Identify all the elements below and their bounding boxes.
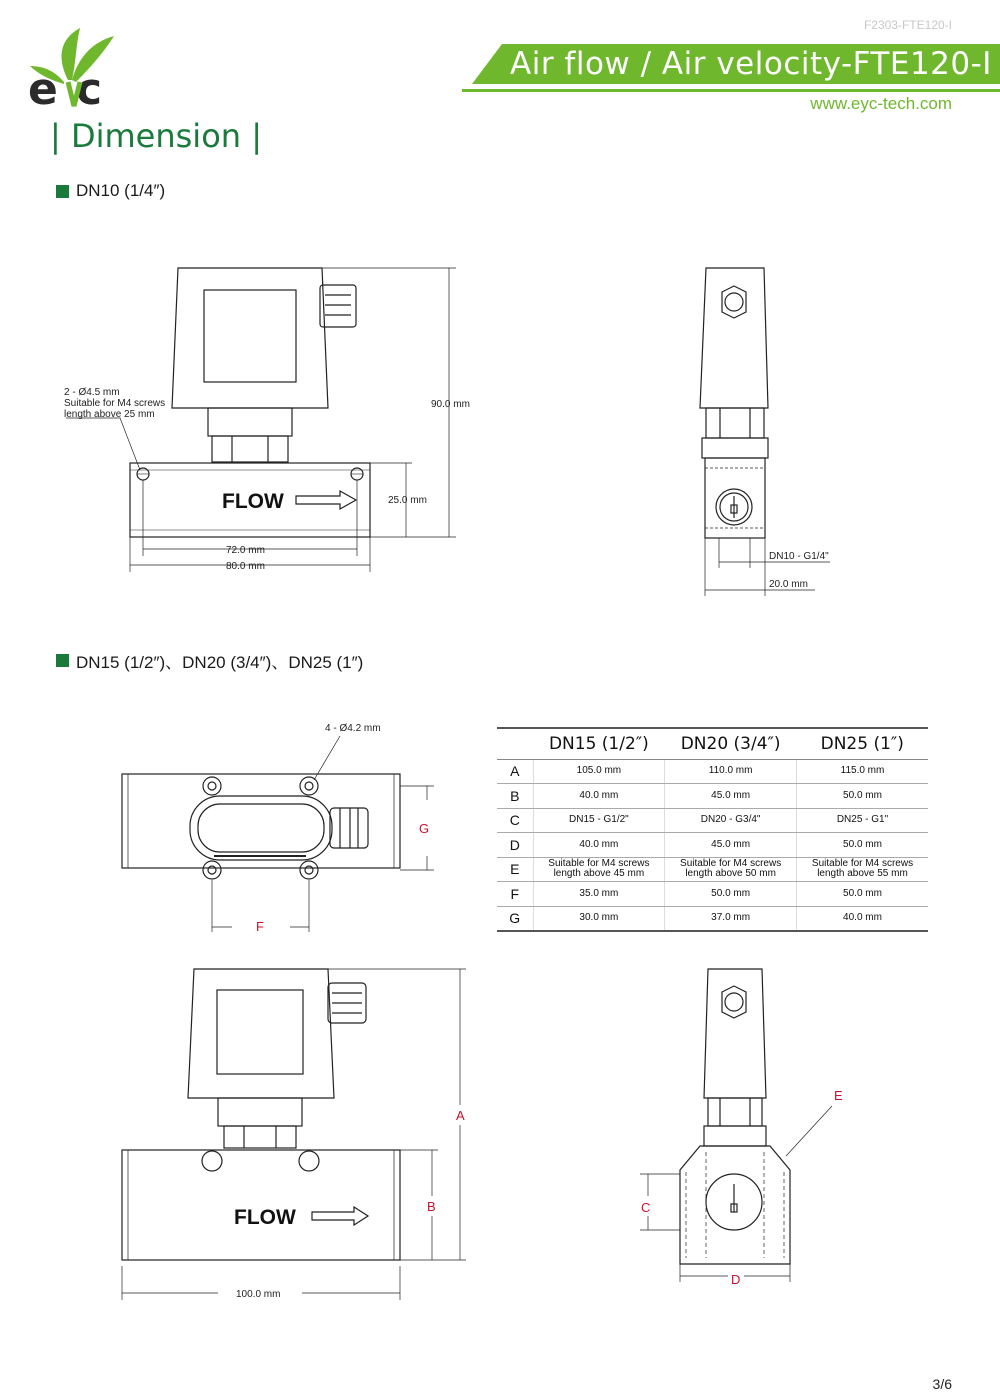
section-title: | Dimension | bbox=[50, 117, 262, 155]
website-link[interactable]: www.eyc-tech.com bbox=[810, 94, 952, 113]
table-cell: Suitable for M4 screws length above 55 mm bbox=[797, 857, 929, 882]
table-cell: 50.0 mm bbox=[665, 882, 797, 907]
table-cell: DN20 - G3/4" bbox=[665, 808, 797, 833]
dn10-body-length: 80.0 mm bbox=[226, 561, 265, 572]
table-cell: 40.0 mm bbox=[533, 833, 665, 858]
table-cell: DN15 - G1/2" bbox=[533, 808, 665, 833]
dn10-heading-text: DN10 (1/4″) bbox=[76, 181, 166, 200]
dn10-hole-note-2: Suitable for M4 screws bbox=[64, 398, 166, 409]
table-cell: DN25 - G1" bbox=[797, 808, 929, 833]
dn15-front-view bbox=[122, 969, 466, 1300]
table-cell: 105.0 mm bbox=[533, 759, 665, 784]
dim-label-f: F bbox=[256, 919, 264, 934]
table-cell: 37.0 mm bbox=[665, 906, 797, 931]
dimension-table bbox=[497, 727, 928, 932]
svg-text:c: c bbox=[76, 64, 103, 108]
table-cell: 115.0 mm bbox=[797, 759, 929, 784]
dn10-hole-spacing: 72.0 mm bbox=[226, 545, 265, 556]
dn10-body-height: 25.0 mm bbox=[388, 495, 427, 506]
dn15-hole-note: 4 - Ø4.2 mm bbox=[325, 723, 381, 734]
table-cell: 40.0 mm bbox=[533, 784, 665, 809]
svg-text:e: e bbox=[28, 64, 58, 108]
table-cell: Suitable for M4 screws length above 45 mm bbox=[533, 857, 665, 882]
table-row-label: C bbox=[497, 808, 533, 833]
table-cell: 50.0 mm bbox=[797, 882, 929, 907]
table-row bbox=[497, 857, 928, 882]
table-cell: 110.0 mm bbox=[665, 759, 797, 784]
table-corner bbox=[497, 728, 533, 759]
dn10-side-view bbox=[700, 268, 830, 596]
table-row-label: F bbox=[497, 882, 533, 907]
dn15-body-length: 100.0 mm bbox=[236, 1289, 281, 1300]
table-row-label: B bbox=[497, 784, 533, 809]
table-cell: Suitable for M4 screws length above 50 mm bbox=[665, 857, 797, 882]
table-cell: 50.0 mm bbox=[797, 784, 929, 809]
table-row bbox=[497, 833, 928, 858]
table-column-header: DN25 (1″) bbox=[797, 728, 929, 759]
dn10-width: 20.0 mm bbox=[769, 579, 808, 590]
dim-label-e: E bbox=[834, 1088, 843, 1103]
table-row bbox=[497, 759, 928, 784]
dn10-flow-label: FLOW bbox=[222, 490, 284, 513]
page-number: 3/6 bbox=[932, 1376, 952, 1392]
document-code: F2303-FTE120-I bbox=[863, 18, 952, 32]
dn15-side-view bbox=[640, 969, 832, 1282]
page-title: Air flow / Air velocity-FTE120-I bbox=[510, 46, 992, 82]
table-column-header: DN20 (3/4″) bbox=[665, 728, 797, 759]
table-cell: 40.0 mm bbox=[797, 906, 929, 931]
table-column-header: DN15 (1/2″) bbox=[533, 728, 665, 759]
table-cell: 50.0 mm bbox=[797, 833, 929, 858]
table-cell: 45.0 mm bbox=[665, 833, 797, 858]
dn10-front-view bbox=[66, 268, 456, 572]
dim-label-b: B bbox=[427, 1199, 436, 1214]
table-cell: 30.0 mm bbox=[533, 906, 665, 931]
dn10-thread: DN10 - G1/4" bbox=[769, 551, 829, 562]
table-row-label: D bbox=[497, 833, 533, 858]
dn10-hole-note-3: length above 25 mm bbox=[64, 409, 155, 420]
table-row bbox=[497, 808, 928, 833]
table-row bbox=[497, 784, 928, 809]
dn15-top-view bbox=[122, 736, 434, 932]
dn10-height-total: 90.0 mm bbox=[431, 399, 470, 410]
table-row bbox=[497, 882, 928, 907]
table-header-row bbox=[497, 728, 928, 759]
dim-label-d: D bbox=[731, 1272, 741, 1287]
dim-label-c: C bbox=[641, 1200, 651, 1215]
table-row bbox=[497, 906, 928, 931]
table-row-label: A bbox=[497, 759, 533, 784]
table-row-label: G bbox=[497, 906, 533, 931]
table-row-label: E bbox=[497, 857, 533, 882]
dn15-flow-label: FLOW bbox=[234, 1206, 296, 1229]
dim-label-a: A bbox=[456, 1108, 465, 1123]
dn10-hole-note-1: 2 - Ø4.5 mm bbox=[64, 387, 120, 398]
table-cell: 45.0 mm bbox=[665, 784, 797, 809]
table-cell: 35.0 mm bbox=[533, 882, 665, 907]
dim-label-g: G bbox=[419, 821, 430, 836]
dn15-heading-text: DN15 (1/2″)、DN20 (3/4″)、DN25 (1″) bbox=[76, 653, 364, 672]
